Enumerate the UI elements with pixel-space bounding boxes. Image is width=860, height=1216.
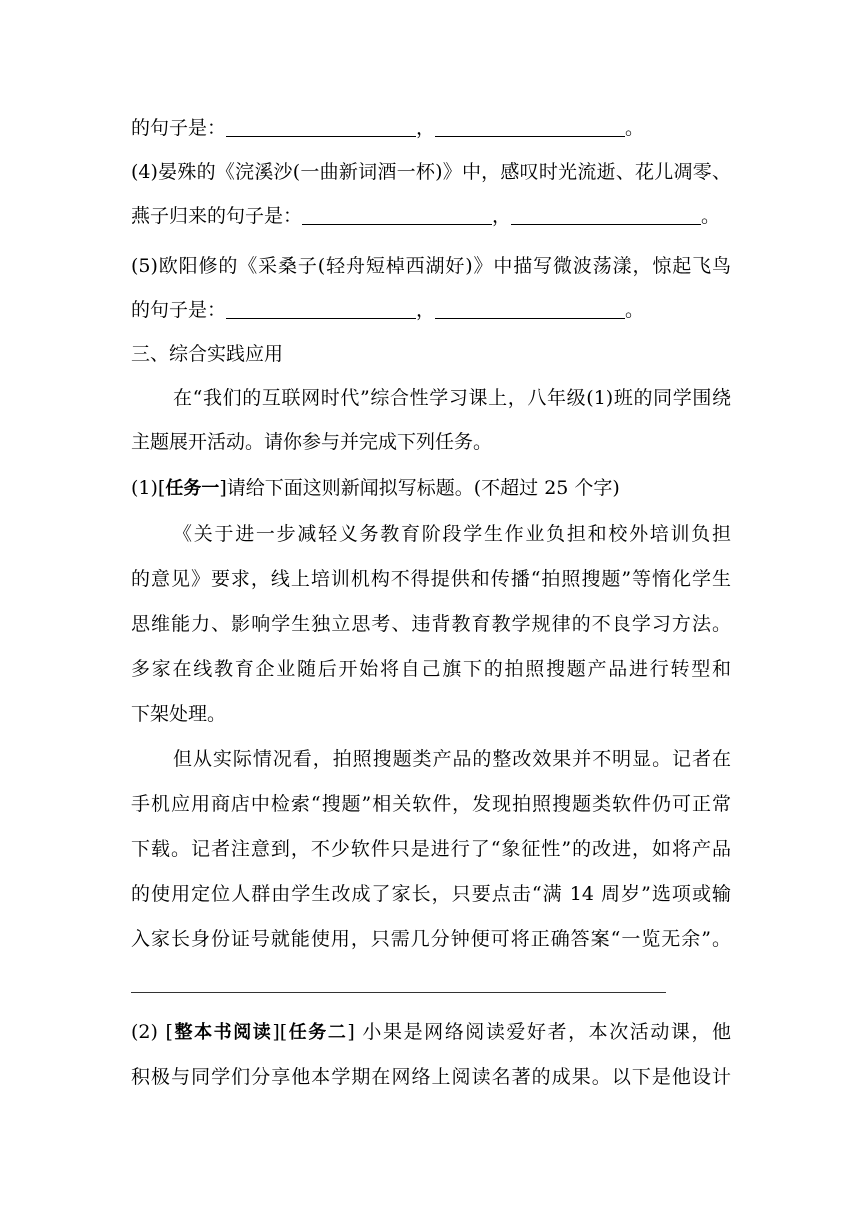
news-p2-line: 入家长身份证号就能使用，只需几分钟便可将正确答案“一览无余”。: [131, 928, 731, 950]
answer-line[interactable]: [131, 992, 666, 993]
task2-prompt: (2) [整本书阅读][任务二] 小果是网络阅读爱好者，本次活动课，他: [131, 1021, 732, 1043]
task1-prompt: (1)[任务一]请给下面这则新闻拟写标题。(不超过 25 个字): [131, 477, 620, 499]
q5-answer-line: 的句子是： ， 。: [131, 299, 645, 321]
q5-question: (5)欧阳修的《采桑子(轻舟短棹西湖好)》中描写微波荡漾，惊起飞鸟: [131, 255, 731, 277]
q5-prefix: 的句子是：: [131, 299, 227, 321]
news-p2-line: 手机应用商店中检索“搜题”相关软件，发现拍照搜题类软件仍可正常: [131, 793, 731, 815]
q4-question: (4)晏殊的《浣溪沙(一曲新词酒一杯)》中，感叹时光流逝、花儿凋零、: [131, 161, 731, 183]
q3-blank-1[interactable]: [226, 117, 416, 137]
task2-line-2: 积极与同学们分享他本学期在网络上阅读名著的成果。以下是他设计: [131, 1066, 731, 1088]
task2-label: 任务二: [287, 1022, 348, 1043]
section-heading: 三、综合实践应用: [131, 343, 284, 365]
q4-prefix: 燕子归来的句子是：: [131, 205, 303, 227]
news-p1-line: 下架处理。: [131, 703, 227, 725]
news-p1-line: 多家在线教育企业随后开始将自己旗下的拍照搜题产品进行转型和: [131, 658, 731, 680]
intro-line-2: 主题展开活动。请你参与并完成下列任务。: [131, 431, 493, 453]
q5-blank-1[interactable]: [226, 299, 416, 319]
q4-blank-1[interactable]: [302, 205, 492, 225]
q3-prefix: 的句子是：: [131, 117, 227, 139]
q4-blank-2[interactable]: [511, 205, 701, 225]
task1-label: 任务一: [165, 478, 220, 499]
task2-label-book: 整本书阅读: [172, 1022, 273, 1043]
news-p1-line: 《关于进一步减轻义务教育阶段学生作业负担和校外培训负担: [173, 523, 731, 545]
q4-answer-line: 燕子归来的句子是： ， 。: [131, 205, 721, 227]
news-p2-line: 下载。记者注意到，不少软件只是进行了“象征性”的改进，如将产品: [131, 838, 731, 860]
news-p2-line: 的使用定位人群由学生改成了家长，只要点击“满 14 周岁”选项或输: [131, 883, 731, 905]
q5-blank-2[interactable]: [435, 299, 625, 319]
intro-line-1: 在“我们的互联网时代”综合性学习课上，八年级(1)班的同学围绕: [173, 387, 731, 409]
news-p1-line: 思维能力、影响学生独立思考、违背教育教学规律的不良学习方法。: [131, 613, 731, 635]
q3-blank-2[interactable]: [435, 117, 625, 137]
news-p1-line: 的意见》要求，线上培训机构不得提供和传播“拍照搜题”等惰化学生: [131, 568, 731, 590]
q3-answer-line: 的句子是： ， 。: [131, 117, 645, 139]
news-p2-line: 但从实际情况看，拍照搜题类产品的整改效果并不明显。记者在: [173, 748, 731, 770]
